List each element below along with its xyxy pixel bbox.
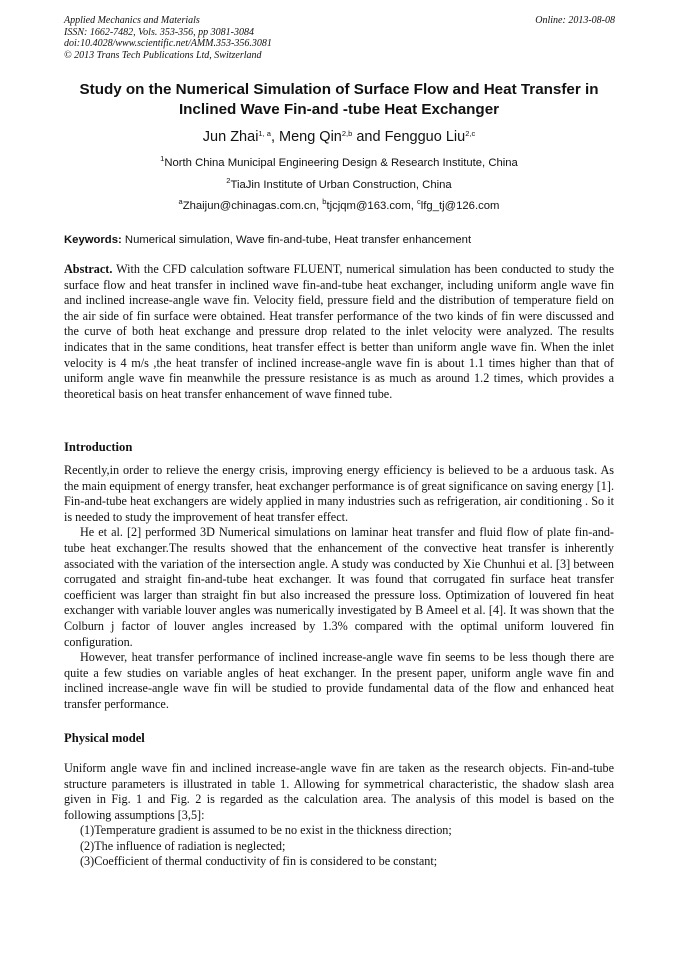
online-date: Online: 2013-08-08	[535, 15, 615, 26]
journal-name: Applied Mechanics and Materials	[64, 15, 200, 26]
title-line-2: Inclined Wave Fin-and -tube Heat Exchanger	[178, 101, 500, 118]
physical-model-paragraph: Uniform angle wave fin and inclined increase-angle wave fin are taken as the research objects. Fin-and-tube structure parameters is illustrated in table 1. Allowing for symmetrical characteristic, the shadow slash area given in Fig. 1 and Fig. 2 is regarded as the calculation area. The analysis of this model is based on the following assumptions [3,5]:	[64, 761, 614, 822]
affiliation-1-text: North China Municipal Engineering Design & Research Institute, China	[164, 157, 518, 169]
physical-model-body	[64, 761, 614, 823]
author-sep-2: and	[352, 129, 385, 145]
introduction-heading: Introduction	[64, 440, 133, 454]
author-2-sup: 2,b	[341, 129, 353, 138]
introduction-body	[64, 463, 614, 713]
assumption-item: (1)Temperature gradient is assumed to be no exist in the thickness direction;	[80, 823, 452, 837]
author-3-sup: 2,c	[465, 129, 476, 138]
author-emails	[0, 199, 678, 213]
author-2: Meng Qin	[279, 129, 342, 145]
intro-paragraph-1: Recently,in order to relieve the energy crisis, improving energy efficiency is believed to be a arduous task. As the main equipment of energy transfer, heat exchanger performance is of great significance on saving energy [1]. Fin-and-tube heat exchangers are widely applied in many industries such as refrigeration, air conditioning . So it is needed to study the improvement of heat transfer effect.	[64, 463, 614, 524]
affiliation-1	[0, 156, 678, 170]
author-1: Jun Zhai	[202, 129, 259, 145]
doi-line: doi:10.4028/www.scientific.net/AMM.353-356.3081	[64, 38, 272, 49]
abstract-label: Abstract.	[64, 262, 113, 276]
affiliation-2-sup: 2	[226, 176, 231, 185]
author-1-sup: 1, a	[258, 129, 271, 138]
keywords	[64, 234, 471, 246]
email-c: lfg_tj@126.com	[420, 200, 500, 212]
author-list	[0, 128, 678, 146]
assumption-item: (2)The influence of radiation is neglected;	[80, 838, 286, 853]
journal-header	[64, 15, 272, 61]
assumption-item: (3)Coefficient of thermal conductivity of fin is considered to be constant;	[80, 854, 438, 869]
affiliation-2-text: TiaJin Institute of Urban Construction, China	[230, 179, 452, 191]
copyright-line: © 2013 Trans Tech Publications Ltd, Switzerland	[64, 49, 262, 61]
issn-line: ISSN: 1662-7482, Vols. 353-356, pp 3081-3084	[64, 26, 254, 38]
email-a-sup: a	[178, 197, 183, 206]
intro-paragraph-2: He et al. [2] performed 3D Numerical simulations on laminar heat transfer and fluid flow of plate fin-and-tube heat exchanger.The results showed that the enhancement of the convective heat transfer is inherently associated with the variation of the intersection angle. A study was conducted by Xie Chunhui et al. [3] between corrugated and straight fin-and-tube heat exchanger. It was found that corrugated fin surface heat transfer coefficient was larger than straight fin but also increased the pressure loss. Optimization of louvered fin heat exchanger with variable louver angles was numerically investigated by B Ameel et al. [4]. It was shown that the Colburn j factor of louver angles increased by 1.3% compared with the optimal uniform louvered fin configuration.	[64, 525, 614, 649]
abstract-text: With the CFD calculation software FLUENT, numerical simulation has been conducted to study the surface flow and heat transfer in inclined wave fin-and-tube heat exchanger, including uniform angle wave fin and inclined increase-angle wave fin. Velocity field, pressure field and the distribution of temperature field on the air side of fin surface were obtained. Heat transfer performance of the two kinds of fin were discussed and the curve of both heat exchange and pressure drop related to the inlet velocity were analyzed. The results indicates that in the same conditions, heat transfer effect is better than uniform angle wave fin. When the inlet velocity is 4 m/s ,the heat transfer of inclined increase-angle wave fin is about 1.1 times higher than that of uniform angle wave fin meanwhile the pressure resistance is as much as around 1.2 times, which provides a theoretical basis on heat transfer enhancement of wave finned tube.	[64, 262, 614, 401]
affiliation-1-sup: 1	[160, 154, 165, 163]
email-b: tjcjqm@163.com,	[326, 200, 418, 212]
email-c-sup: c	[417, 197, 421, 206]
abstract	[64, 262, 614, 402]
affiliation-2	[0, 178, 678, 192]
email-b-sup: b	[322, 197, 327, 206]
title-line-1: Study on the Numerical Simulation of Surface Flow and Heat Transfer in	[79, 81, 599, 98]
keywords-label: Keywords:	[64, 234, 122, 246]
intro-paragraph-3: However, heat transfer performance of inclined increase-angle wave fin seems to be less though there are quite a few studies on variable angles of heat exchanger. In the present paper, uniform angle wave fin and inclined increase-angle wave fin will be studied to provide fundamental data of the flow and enhanced heat transfer performance.	[64, 650, 614, 711]
physical-model-heading: Physical model	[64, 731, 145, 745]
keywords-text: Numerical simulation, Wave fin-and-tube, Heat transfer enhancement	[121, 234, 472, 246]
assumption-list	[80, 823, 452, 870]
email-a: Zhaijun@chinagas.com.cn,	[182, 200, 323, 212]
author-3: Fengguo Liu	[384, 129, 466, 145]
author-sep-1: ,	[270, 129, 279, 145]
paper-title	[40, 80, 638, 120]
